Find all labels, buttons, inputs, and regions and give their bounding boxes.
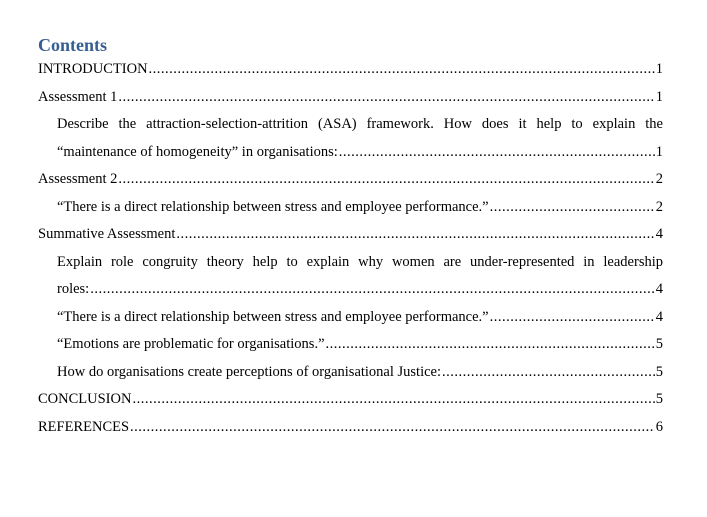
toc-entry[interactable]: [38, 194, 663, 222]
toc-entry-page-number: 5: [655, 363, 663, 380]
dot-leader: [442, 359, 655, 387]
dot-leader: [176, 221, 654, 249]
toc-entry-title: Assessment 2: [38, 171, 118, 187]
toc-entry[interactable]: [38, 249, 663, 304]
toc-entry-title-line: Explain role congruity theory help to explain why women are under-represented in leadership: [57, 253, 663, 270]
toc-entry-page-number: 6: [655, 418, 663, 435]
toc-entry-title: REFERENCES: [38, 418, 130, 435]
toc-entry-page-number: 4: [655, 281, 663, 297]
toc-entry-page-number: 1: [655, 61, 663, 77]
toc-entry[interactable]: [38, 331, 663, 359]
toc-entry[interactable]: [38, 56, 663, 84]
toc-entry-title: “Emotions are problematic for organisations.”: [57, 336, 325, 352]
toc-entry-title: roles:: [57, 281, 90, 297]
dot-leader: [90, 276, 655, 304]
toc-entry[interactable]: [38, 359, 663, 387]
dot-leader: [118, 166, 654, 194]
table-of-contents: [38, 34, 663, 441]
dot-leader: [130, 414, 655, 442]
dot-leader: [326, 331, 655, 359]
dot-leader: [490, 304, 655, 332]
toc-entry-page-number: 1: [655, 88, 663, 105]
toc-entry-page-number: 4: [655, 308, 663, 325]
toc-entry-title: “There is a direct relationship between stress and employee performance.”: [57, 198, 489, 215]
toc-entry-title: “maintenance of homogeneity” in organisations:: [57, 143, 338, 160]
toc-entry-title-line: Describe the attraction-selection-attrition (ASA) framework. How does it help to explain the: [57, 116, 663, 132]
toc-entry-title: How do organisations create perceptions of organisational Justice:: [57, 363, 442, 380]
toc-entries: [38, 56, 663, 441]
dot-leader: [149, 56, 655, 84]
dot-leader: [339, 139, 655, 167]
dot-leader: [132, 386, 654, 414]
toc-entry-page-number: 1: [655, 143, 663, 160]
toc-heading: Contents: [38, 35, 108, 55]
toc-entry-page-number: 2: [655, 171, 663, 187]
dot-leader: [118, 84, 654, 112]
toc-entry[interactable]: [38, 304, 663, 332]
dot-leader: [490, 194, 655, 222]
toc-entry[interactable]: [38, 84, 663, 112]
toc-entry-title: Summative Assessment: [38, 226, 176, 242]
toc-entry[interactable]: [38, 414, 663, 442]
toc-entry-page-number: 5: [655, 336, 663, 352]
toc-entry[interactable]: [38, 111, 663, 166]
toc-entry-page-number: 5: [655, 391, 663, 407]
toc-entry-title: CONCLUSION: [38, 391, 132, 407]
toc-entry-title: “There is a direct relationship between stress and employee performance.”: [57, 308, 489, 325]
toc-entry-title: Assessment 1: [38, 88, 118, 105]
toc-entry-page-number: 4: [655, 226, 663, 242]
toc-entry[interactable]: [38, 221, 663, 249]
toc-entry[interactable]: [38, 166, 663, 194]
toc-entry-page-number: 2: [655, 198, 663, 215]
toc-entry-title: INTRODUCTION: [38, 61, 148, 77]
toc-entry[interactable]: [38, 386, 663, 414]
